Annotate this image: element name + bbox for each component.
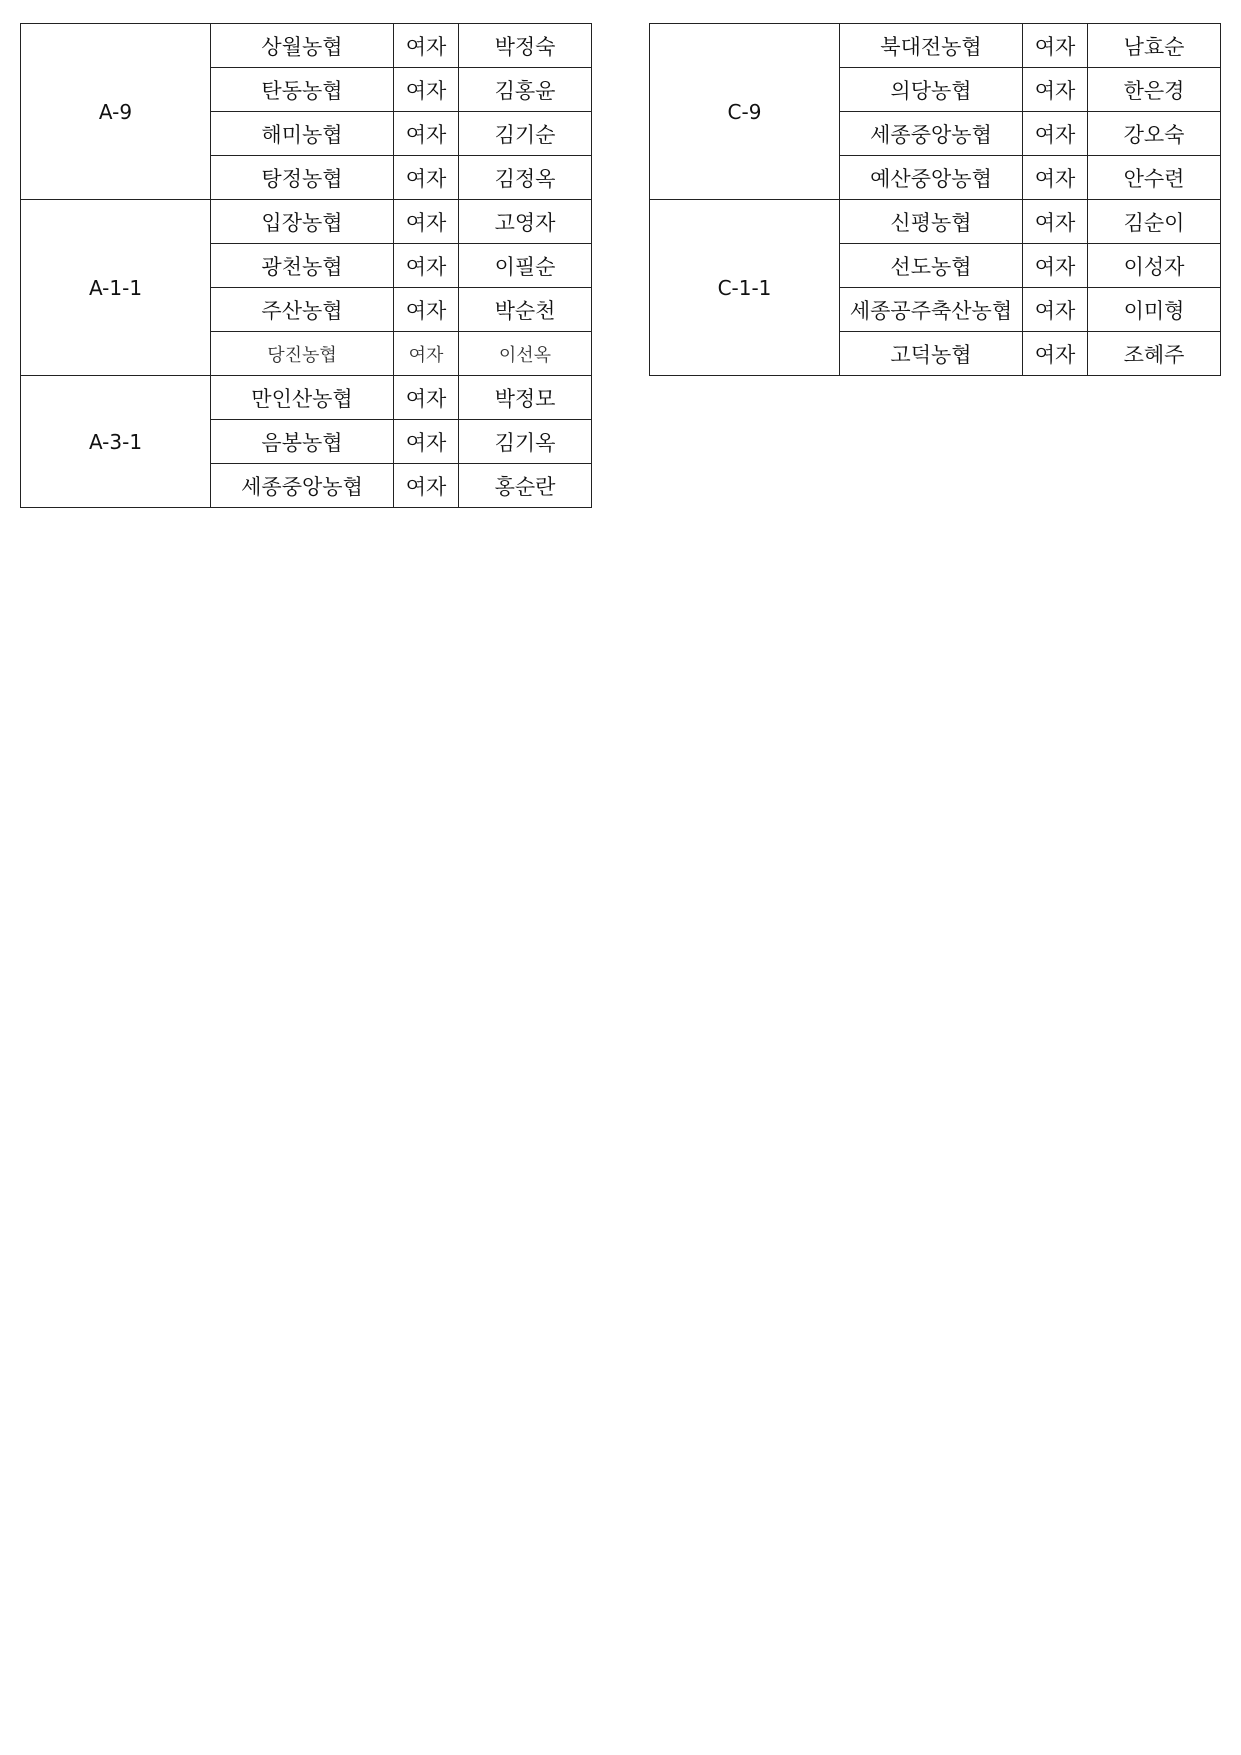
left-roster-table — [20, 23, 592, 508]
gender-cell: 여자 — [394, 156, 459, 200]
group-label: A-1-1 — [21, 200, 211, 376]
org-cell: 고덕농협 — [840, 332, 1023, 376]
table-row — [650, 200, 1221, 244]
name-cell: 이미형 — [1088, 288, 1221, 332]
name-cell: 이필순 — [459, 244, 592, 288]
group-label: C-9 — [650, 24, 840, 200]
name-cell: 박정숙 — [459, 24, 592, 68]
org-cell: 의당농협 — [840, 68, 1023, 112]
gender-cell: 여자 — [1023, 112, 1088, 156]
gender-cell: 여자 — [1023, 156, 1088, 200]
name-cell: 조혜주 — [1088, 332, 1221, 376]
org-cell: 입장농협 — [211, 200, 394, 244]
name-cell: 김기옥 — [459, 420, 592, 464]
gender-cell: 여자 — [394, 68, 459, 112]
org-cell: 주산농협 — [211, 288, 394, 332]
name-cell: 박순천 — [459, 288, 592, 332]
group-label: C-1-1 — [650, 200, 840, 376]
name-cell: 이성자 — [1088, 244, 1221, 288]
group-label: A-9 — [21, 24, 211, 200]
org-cell: 해미농협 — [211, 112, 394, 156]
gender-cell: 여자 — [1023, 244, 1088, 288]
org-cell: 예산중앙농협 — [840, 156, 1023, 200]
table-row — [21, 24, 592, 68]
org-cell: 탄동농협 — [211, 68, 394, 112]
name-cell: 고영자 — [459, 200, 592, 244]
org-cell: 세종중앙농협 — [840, 112, 1023, 156]
gender-cell: 여자 — [1023, 200, 1088, 244]
name-cell: 강오숙 — [1088, 112, 1221, 156]
org-cell: 북대전농협 — [840, 24, 1023, 68]
table-row — [650, 24, 1221, 68]
gender-cell: 여자 — [394, 112, 459, 156]
name-cell: 김홍윤 — [459, 68, 592, 112]
org-cell: 당진농협 — [211, 332, 394, 376]
name-cell: 김기순 — [459, 112, 592, 156]
org-cell: 세종공주축산농협 — [840, 288, 1023, 332]
org-cell: 만인산농협 — [211, 376, 394, 420]
gender-cell: 여자 — [394, 200, 459, 244]
name-cell: 이선옥 — [459, 332, 592, 376]
org-cell: 상월농협 — [211, 24, 394, 68]
gender-cell: 여자 — [1023, 288, 1088, 332]
gender-cell: 여자 — [394, 24, 459, 68]
org-cell: 탕정농협 — [211, 156, 394, 200]
org-cell: 음봉농협 — [211, 420, 394, 464]
gender-cell: 여자 — [394, 464, 459, 508]
name-cell: 남효순 — [1088, 24, 1221, 68]
gender-cell: 여자 — [1023, 68, 1088, 112]
name-cell: 안수련 — [1088, 156, 1221, 200]
gender-cell: 여자 — [1023, 24, 1088, 68]
gender-cell: 여자 — [394, 376, 459, 420]
name-cell: 박정모 — [459, 376, 592, 420]
gender-cell: 여자 — [394, 332, 459, 376]
name-cell: 김정옥 — [459, 156, 592, 200]
name-cell: 김순이 — [1088, 200, 1221, 244]
name-cell: 홍순란 — [459, 464, 592, 508]
table-row — [21, 200, 592, 244]
table-row — [21, 376, 592, 420]
right-roster-table — [649, 23, 1221, 376]
org-cell: 세종중앙농협 — [211, 464, 394, 508]
name-cell: 한은경 — [1088, 68, 1221, 112]
org-cell: 선도농협 — [840, 244, 1023, 288]
gender-cell: 여자 — [394, 244, 459, 288]
org-cell: 신평농협 — [840, 200, 1023, 244]
org-cell: 광천농협 — [211, 244, 394, 288]
group-label: A-3-1 — [21, 376, 211, 508]
gender-cell: 여자 — [394, 420, 459, 464]
gender-cell: 여자 — [1023, 332, 1088, 376]
gender-cell: 여자 — [394, 288, 459, 332]
